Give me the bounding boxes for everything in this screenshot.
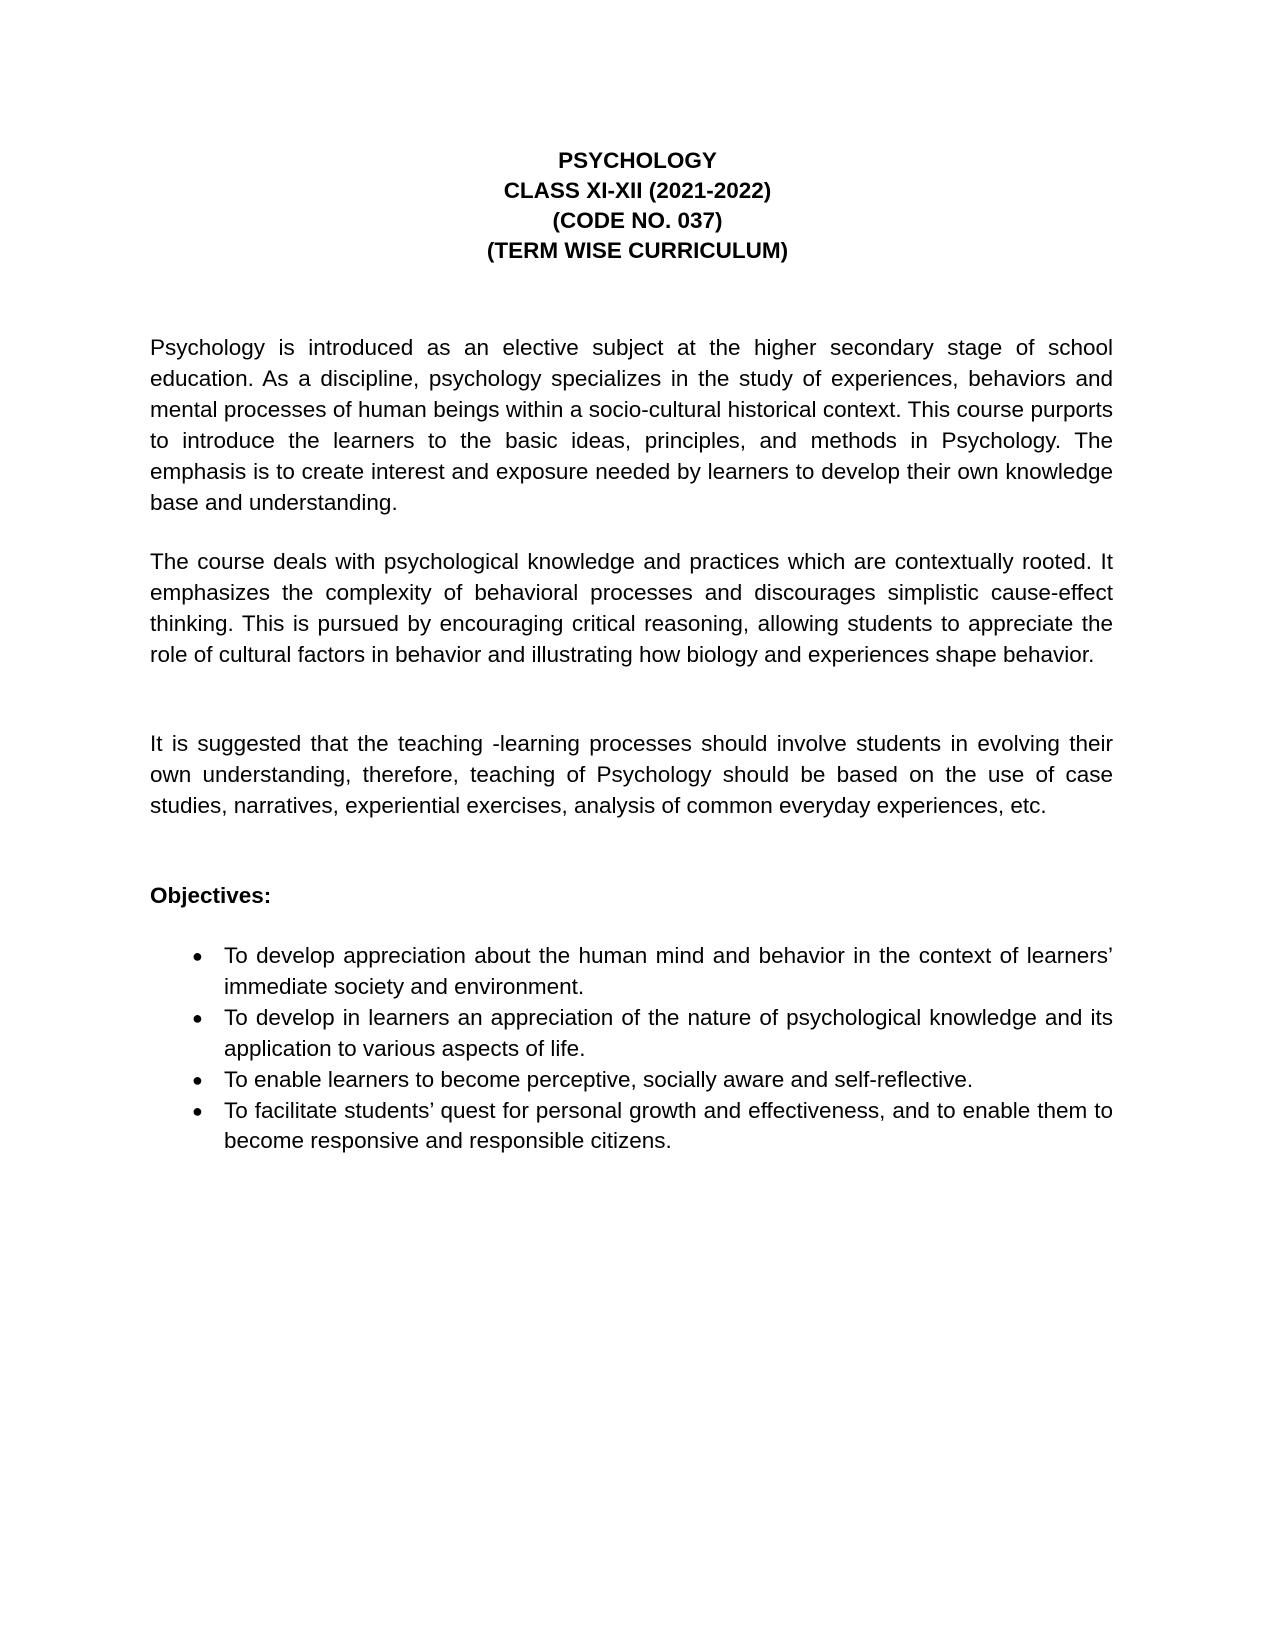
list-item <box>150 1096 1113 1158</box>
intro-paragraph: Psychology is introduced as an elective subject at the higher secondary stage of school education. As a discipline, psychology specializes in the study of experiences, behaviors and mental processes of human beings within a socio-cultural historical context. This course purports to introduce the learners to the basic ideas, principles, and methods in Psychology. The emphasis is to create interest and exposure needed by learners to develop their own knowledge base and understanding. <box>150 335 1113 515</box>
bullet-icon: ● <box>192 1007 203 1028</box>
list-item <box>150 1003 1113 1065</box>
title-curriculum: (TERM WISE CURRICULUM) <box>486 238 789 263</box>
bullet-icon: ● <box>192 946 203 966</box>
objective-text: To develop in learners an appreciation of the nature of psychological knowledge and its application to various aspects of life. <box>224 1004 1113 1061</box>
objective-text: To enable learners to become perceptive, socially aware and self-reflective. <box>224 1066 974 1092</box>
document-title <box>0 146 1275 266</box>
course-paragraph: The course deals with psychological knowledge and practices which are contextually rooted. It emphasizes the complexity of behavioral processes and discourages simplistic cause-effect thinking. This is pursued by encouraging critical reasoning, allowing students to appreciate the role of cultural factors in behavior and illustrating how biology and experiences shape behavior. <box>150 549 1113 667</box>
objective-text: To develop appreciation about the human mind and behavior in the context of learners’ immediate society and environment. <box>224 943 1113 999</box>
list-item <box>150 1065 1113 1096</box>
objective-text: To facilitate students’ quest for personal growth and effectiveness, and to enable them to become responsive and responsible citizens. <box>224 1097 1113 1154</box>
objectives-heading: Objectives: <box>150 883 272 908</box>
title-class: CLASS XI-XII (2021-2022) <box>503 178 772 203</box>
bullet-icon: ● <box>192 1100 203 1121</box>
title-subject: PSYCHOLOGY <box>558 148 717 173</box>
title-code: (CODE NO. 037) <box>552 208 723 233</box>
teaching-paragraph: It is suggested that the teaching -learning processes should involve students in evolving their own understanding, therefore, teaching of Psychology should be based on the use of case studies, narratives, experiential exercises, analysis of common everyday experiences, etc. <box>150 731 1113 818</box>
bullet-icon: ● <box>192 1069 203 1090</box>
list-item <box>150 941 1113 1003</box>
objectives-list <box>150 941 1113 1157</box>
